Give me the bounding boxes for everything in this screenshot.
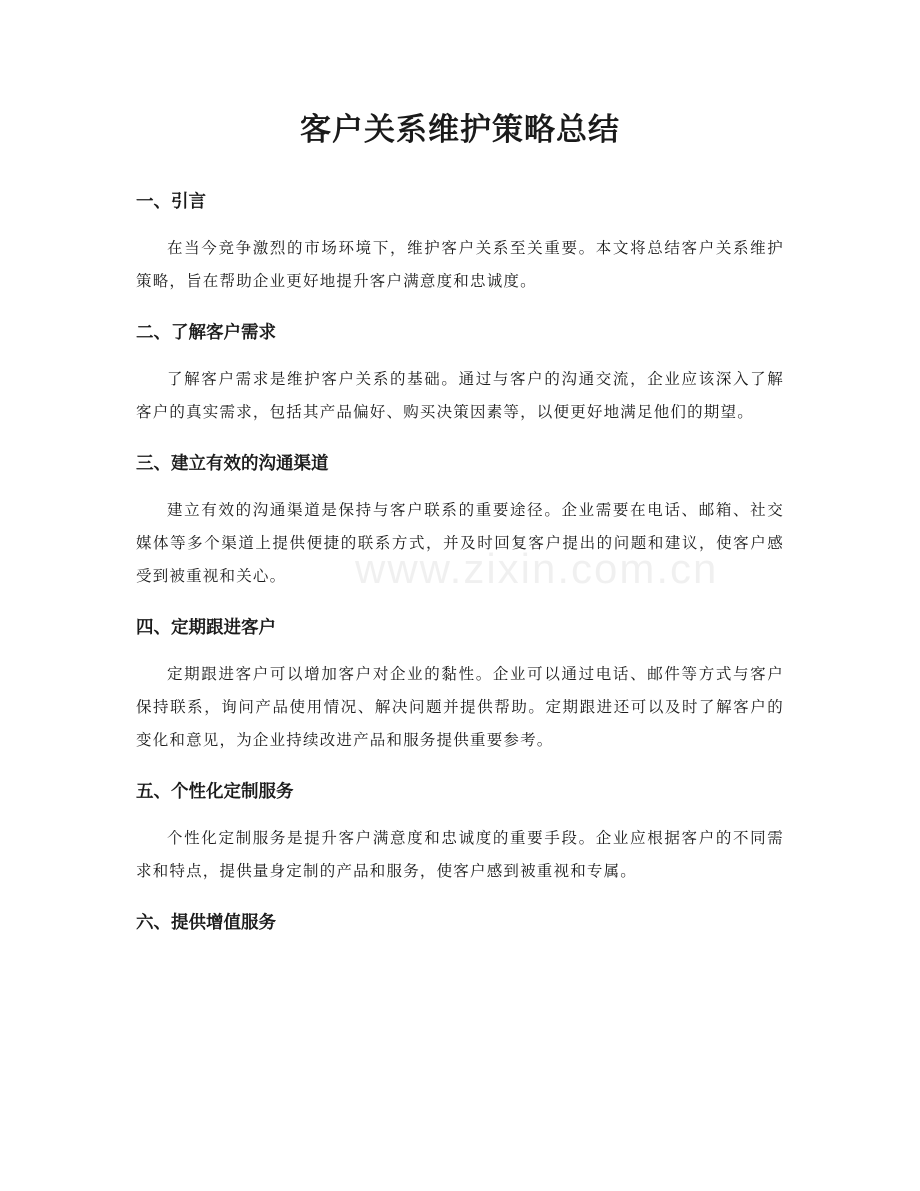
- section-introduction: [136, 186, 784, 298]
- section-paragraph: 在当今竞争激烈的市场环境下，维护客户关系至关重要。本文将总结客户关系维护策略，旨在帮助企业更好地提升客户满意度和忠诚度。: [136, 239, 784, 290]
- section-value-added-service: [136, 907, 784, 939]
- section-understand-needs: [136, 317, 784, 429]
- section-heading: 五、个性化定制服务: [136, 782, 294, 802]
- section-paragraph: 定期跟进客户可以增加客户对企业的黏性。企业可以通过电话、邮件等方式与客户保持联系，询问产品使用情况、解决问题并提供帮助。定期跟进还可以及时了解客户的变化和意见，为企业持续改进产品和服务提供重要参考。: [136, 665, 784, 749]
- section-heading: 四、定期跟进客户: [136, 618, 276, 638]
- section-communication-channels: [136, 448, 784, 593]
- section-paragraph: 建立有效的沟通渠道是保持与客户联系的重要途径。企业需要在电话、邮箱、社交媒体等多个渠道上提供便捷的联系方式，并及时回复客户提出的问题和建议，使客户感受到被重视和关心。: [136, 501, 784, 585]
- section-personalized-service: [136, 776, 784, 888]
- section-regular-followup: [136, 612, 784, 757]
- section-paragraph: 了解客户需求是维护客户关系的基础。通过与客户的沟通交流，企业应该深入了解客户的真实需求，包括其产品偏好、购买决策因素等，以便更好地满足他们的期望。: [136, 370, 784, 421]
- section-paragraph: 个性化定制服务是提升客户满意度和忠诚度的重要手段。企业应根据客户的不同需求和特点，提供量身定制的产品和服务，使客户感到被重视和专属。: [136, 829, 784, 880]
- section-heading: 六、提供增值服务: [136, 913, 276, 933]
- watermark: www.zixin.com.cn: [355, 545, 719, 592]
- section-heading: 二、了解客户需求: [136, 323, 276, 343]
- document-title: 客户关系维护策略总结: [300, 112, 620, 148]
- section-heading: 一、引言: [136, 192, 206, 212]
- document-body: [136, 186, 784, 939]
- section-heading: 三、建立有效的沟通渠道: [136, 454, 329, 474]
